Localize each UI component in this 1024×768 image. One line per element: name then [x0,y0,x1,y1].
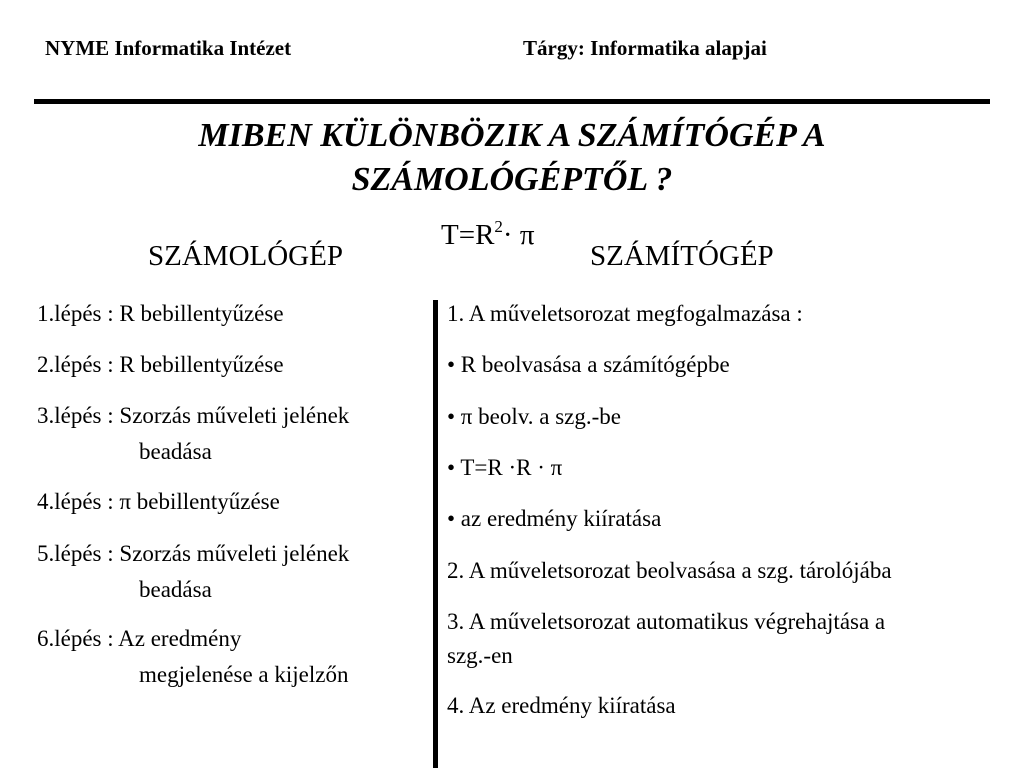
title-line-2: SZÁMOLÓGÉPTŐL ? [351,161,673,198]
step-text: 5.lépés : Szorzás műveleti jelének [37,541,350,566]
header-divider-line [34,99,990,104]
calculator-step [37,398,349,470]
subject-header: Tárgy: Informatika alapjai [523,36,767,60]
step-text: 1.lépés : R bebillentyűzése [37,301,284,326]
title-line-1: MIBEN KÜLÖNBÖZIK A SZÁMÍTÓGÉP A [198,117,826,154]
computer-line: • az eredmény kiíratása [447,506,662,531]
computer-line: szg.-en [447,643,513,668]
formula-tail: · π [502,219,535,251]
formula [441,217,534,252]
step-continuation: megjelenése a kijelzőn [139,662,349,687]
computer-line: • π beolv. a szg.-be [447,404,622,429]
computer-line: • R beolvasása a számítógépbe [447,352,730,377]
page-title [0,114,1024,202]
formula-base: T=R [441,219,495,251]
computer-line: 2. A műveletsorozat beolvasása a szg. tárolójába [447,558,892,583]
calculator-step [37,296,284,332]
step-text: 2.lépés : R bebillentyűzése [37,352,284,377]
institute-header: NYME Informatika Intézet [45,36,292,60]
calculator-heading: SZÁMOLÓGÉP [148,240,343,272]
column-divider [433,300,438,768]
formula-exponent: 2 [494,217,503,236]
calculator-step [37,347,284,383]
calculator-step [37,621,348,693]
step-text: 4.lépés : π bebillentyűzése [37,489,280,514]
computer-heading: SZÁMÍTÓGÉP [590,240,774,272]
step-text: 3.lépés : Szorzás műveleti jelének [37,403,350,428]
computer-line: 4. Az eredmény kiíratása [447,693,676,718]
step-text: 6.lépés : Az eredmény [37,626,242,651]
step-continuation: beadása [139,577,212,602]
calculator-step [37,484,280,520]
computer-line: • T=R ·R · π [447,455,563,480]
calculator-step [37,536,349,608]
step-continuation: beadása [139,439,212,464]
computer-line: 3. A műveletsorozat automatikus végrehajtása a [447,609,886,634]
computer-line: 1. A műveletsorozat megfogalmazása : [447,301,803,326]
